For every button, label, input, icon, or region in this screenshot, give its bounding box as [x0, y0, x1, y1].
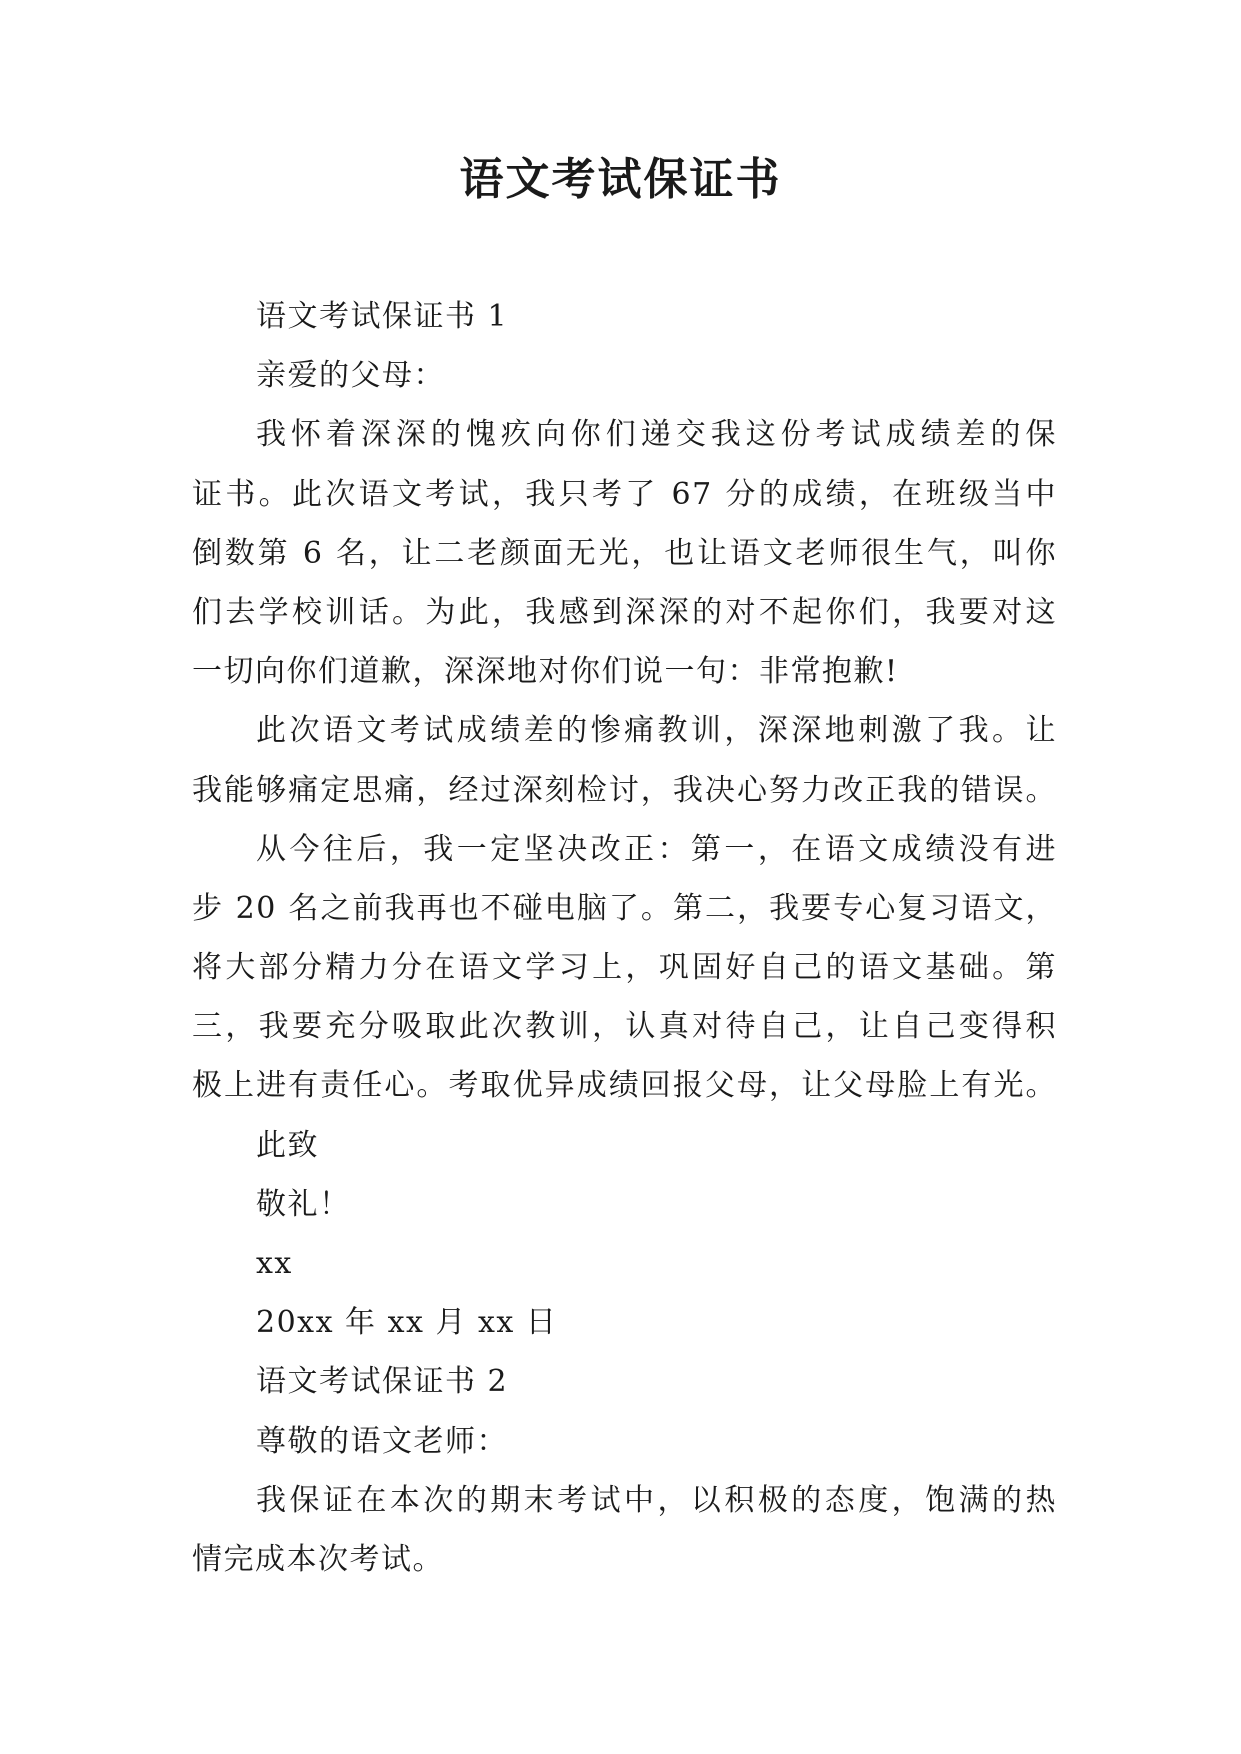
- text-line: 从今往后，我一定坚决改正：第一，在语文成绩没有进: [256, 831, 1057, 867]
- text-line: 敬礼！: [256, 1186, 351, 1222]
- text-line: 尊敬的语文老师：: [256, 1423, 508, 1459]
- text-line: 我保证在本次的期末考试中，以积极的态度，饱满的热: [256, 1482, 1057, 1518]
- text-line: 证书。此次语文考试，我只考了 67 分的成绩，在班级当中: [192, 476, 1057, 512]
- text-line: 将大部分精力分在语文学习上，巩固好自己的语文基础。第: [192, 950, 1057, 986]
- text-line: xx: [256, 1246, 293, 1281]
- text-line: 一切向你们道歉，深深地对你们说一句：非常抱歉!: [192, 654, 899, 690]
- document-title: 语文考试保证书: [459, 154, 782, 205]
- text-line: 语文考试保证书 1: [256, 299, 509, 334]
- text-line: 倒数第 6 名，让二老颜面无光，也让语文老师很生气，叫你: [192, 535, 1057, 571]
- text-line: 们去学校训话。为此，我感到深深的对不起你们，我要对这: [192, 594, 1057, 630]
- text-line: 我能够痛定思痛，经过深刻检讨，我决心努力改正我的错误。: [192, 772, 1057, 808]
- text-line: 情完成本次考试。: [192, 1541, 444, 1577]
- document-body: [192, 287, 1057, 1589]
- text-line: 此致: [256, 1127, 319, 1163]
- text-line: 此次语文考试成绩差的惨痛教训，深深地刺激了我。让: [256, 713, 1057, 749]
- text-line: 语文考试保证书 2: [256, 1364, 509, 1400]
- text-line: 步 20 名之前我再也不碰电脑了。第二，我要专心复习语文，: [192, 890, 1057, 926]
- text-line: 三，我要充分吸取此次教训，认真对待自己，让自己变得积: [192, 1009, 1057, 1045]
- text-line: 20xx 年 xx 月 xx 日: [256, 1305, 558, 1341]
- text-line: 我怀着深深的愧疚向你们递交我这份考试成绩差的保: [256, 417, 1057, 453]
- text-line: 极上进有责任心。考取优异成绩回报父母，让父母脸上有光。: [192, 1068, 1057, 1104]
- text-line: 亲爱的父母：: [256, 358, 445, 394]
